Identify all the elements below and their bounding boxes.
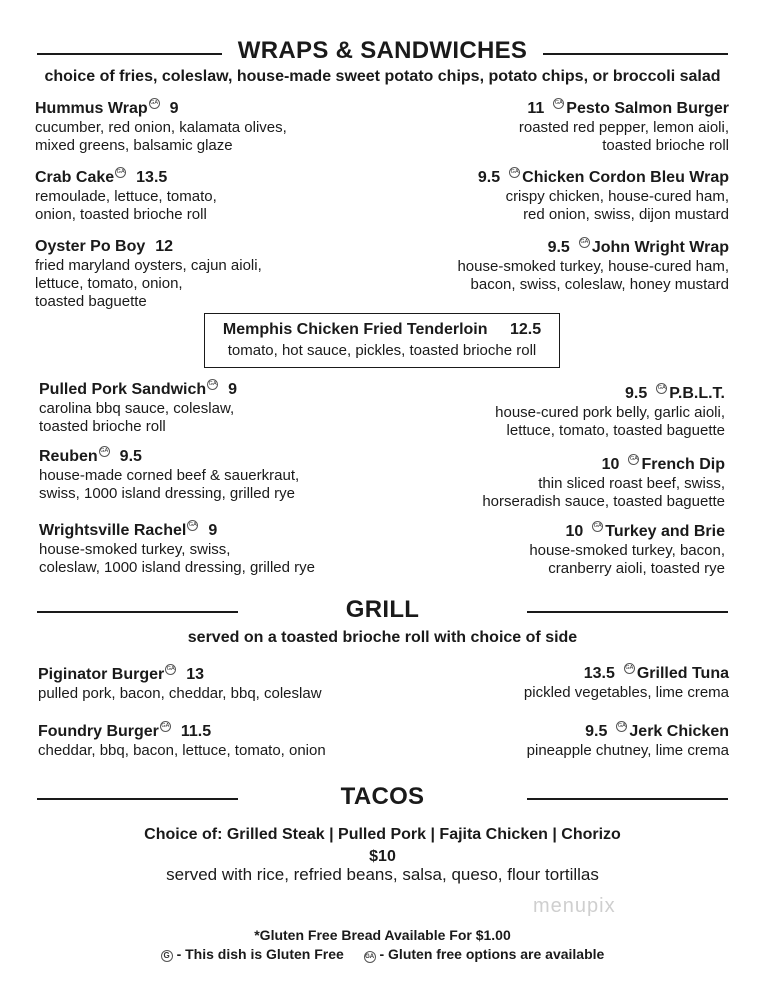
gluten-free-option-icon: GA bbox=[616, 721, 627, 732]
item-price: 9.5 bbox=[477, 169, 501, 186]
item-description: pineapple chutney, lime crema bbox=[526, 742, 729, 759]
gluten-free-option-icon: GA bbox=[99, 446, 110, 457]
item-price: 13.5 bbox=[136, 169, 168, 186]
gluten-free-option-icon: GA bbox=[149, 98, 160, 109]
item-name: Wrightsville Rachel bbox=[39, 522, 187, 539]
gluten-free-option-icon: GA bbox=[656, 383, 667, 394]
item-description: remoulade, lettuce, tomato, bbox=[35, 188, 217, 205]
item-name: Hummus Wrap bbox=[35, 100, 148, 117]
item-price: 11.5 bbox=[180, 723, 212, 740]
menu-item bbox=[38, 664, 368, 703]
item-description: crispy chicken, house-cured ham, bbox=[505, 188, 729, 205]
legend-gluten-option-text: - Gluten free options are available bbox=[379, 946, 605, 962]
item-description: cranberry aioli, toasted rye bbox=[548, 560, 725, 577]
gluten-free-option-icon: GA bbox=[553, 98, 564, 109]
item-price: 9 bbox=[169, 100, 179, 117]
menu-item bbox=[35, 98, 355, 155]
item-name: French Dip bbox=[641, 456, 725, 473]
section-title-tacos: TACOS bbox=[340, 783, 425, 810]
section-title-wraps: WRAPS & SANDWICHES bbox=[237, 37, 528, 64]
item-price: 12 bbox=[155, 238, 174, 255]
grill-subtitle: served on a toasted brioche roll with choice of side bbox=[187, 629, 578, 646]
item-description: swiss, 1000 island dressing, grilled rye bbox=[39, 485, 295, 502]
item-description: house-made corned beef & sauerkraut, bbox=[39, 467, 300, 484]
item-price: 13.5 bbox=[583, 665, 615, 682]
item-name: John Wright Wrap bbox=[591, 239, 729, 256]
item-price: 9.5 bbox=[119, 448, 142, 465]
item-description: lettuce, tomato, toasted baguette bbox=[506, 422, 725, 439]
item-description: coleslaw, 1000 island dressing, grilled rye bbox=[39, 559, 315, 576]
gluten-free-bread-note: *Gluten Free Bread Available For $1.00 bbox=[254, 927, 511, 943]
item-name: Piginator Burger bbox=[38, 666, 165, 683]
item-name: Chicken Cordon Bleu Wrap bbox=[522, 169, 729, 186]
gluten-free-option-icon: GA bbox=[187, 520, 198, 531]
tacos-served: served with rice, refried beans, salsa, queso, flour tortillas bbox=[166, 865, 599, 884]
item-description: carolina bbq sauce, coleslaw, bbox=[39, 400, 235, 417]
item-description: thin sliced roast beef, swiss, bbox=[538, 475, 725, 492]
divider-left bbox=[37, 611, 238, 613]
item-name: P.B.L.T. bbox=[669, 385, 725, 402]
item-description: house-smoked turkey, house-cured ham, bbox=[457, 258, 729, 275]
menu-item bbox=[399, 663, 729, 702]
menu-item bbox=[35, 167, 355, 224]
item-description: red onion, swiss, dijon mustard bbox=[523, 206, 729, 223]
featured-item bbox=[204, 313, 560, 368]
item-price: 10 bbox=[565, 523, 584, 540]
item-price: 11 bbox=[527, 100, 545, 117]
section-title-grill: GRILL bbox=[345, 596, 420, 623]
item-description: horseradish sauce, toasted baguette bbox=[482, 493, 725, 510]
divider-right bbox=[543, 53, 728, 55]
item-price: 10 bbox=[601, 456, 620, 473]
divider-right bbox=[527, 611, 728, 613]
item-name: Oyster Po Boy bbox=[35, 238, 146, 255]
gluten-free-option-icon: GA bbox=[509, 167, 520, 178]
item-description: cucumber, red onion, kalamata olives, bbox=[35, 119, 287, 136]
item-description: house-smoked turkey, bacon, bbox=[529, 542, 725, 559]
gluten-free-option-icon: GA bbox=[207, 379, 218, 390]
item-name: Memphis Chicken Fried Tenderloin bbox=[222, 321, 488, 338]
legend bbox=[0, 946, 765, 963]
item-description: toasted brioche roll bbox=[39, 418, 166, 435]
gluten-free-option-icon: GA bbox=[165, 664, 176, 675]
item-description: pulled pork, bacon, cheddar, bbq, coleslaw bbox=[38, 685, 322, 702]
item-description: roasted red pepper, lemon aioli, bbox=[518, 119, 729, 136]
item-description: toasted baguette bbox=[35, 293, 147, 310]
gluten-free-option-icon: GA bbox=[364, 951, 376, 963]
menu-item bbox=[38, 721, 368, 760]
item-price: 9.5 bbox=[547, 239, 570, 256]
item-description: mixed greens, balsamic glaze bbox=[35, 137, 233, 154]
legend-gluten-free-text: - This dish is Gluten Free bbox=[176, 946, 344, 962]
menu-item bbox=[35, 237, 355, 311]
item-price: 9 bbox=[208, 522, 218, 539]
menu-item bbox=[395, 383, 725, 440]
item-name: Turkey and Brie bbox=[605, 523, 725, 540]
divider-right bbox=[527, 798, 728, 800]
divider-left bbox=[37, 53, 222, 55]
item-description: fried maryland oysters, cajun aioli, bbox=[35, 257, 262, 274]
item-description: pickled vegetables, lime crema bbox=[523, 684, 729, 701]
menu-item bbox=[399, 721, 729, 760]
gluten-free-icon: G bbox=[161, 950, 173, 962]
item-description: house-cured pork belly, garlic aioli, bbox=[495, 404, 725, 421]
menu-item bbox=[395, 454, 725, 511]
menu-item bbox=[389, 167, 729, 224]
gluten-free-option-icon: GA bbox=[115, 167, 126, 178]
item-description: bacon, swiss, coleslaw, honey mustard bbox=[470, 276, 729, 293]
menu-item bbox=[39, 446, 369, 503]
wraps-subtitle: choice of fries, coleslaw, house-made sweet potato chips, potato chips, or broccoli salad bbox=[44, 68, 721, 85]
item-price: 12.5 bbox=[509, 321, 542, 338]
menu-item bbox=[39, 520, 369, 577]
item-name: Pulled Pork Sandwich bbox=[39, 381, 207, 398]
tacos-price: $10 bbox=[369, 848, 396, 865]
item-description: lettuce, tomato, onion, bbox=[35, 275, 183, 292]
gluten-free-option-icon: GA bbox=[624, 663, 635, 674]
tacos-choice: Choice of: Grilled Steak | Pulled Pork | Fajita Chicken | Chorizo bbox=[144, 826, 621, 843]
item-description: house-smoked turkey, swiss, bbox=[39, 541, 231, 558]
menu-item bbox=[39, 379, 369, 436]
menu-item bbox=[389, 98, 729, 155]
item-price: 9.5 bbox=[625, 385, 648, 402]
gluten-free-option-icon: GA bbox=[160, 721, 171, 732]
gluten-free-option-icon: GA bbox=[592, 521, 603, 532]
item-description: cheddar, bbq, bacon, lettuce, tomato, onion bbox=[38, 742, 326, 759]
item-name: Grilled Tuna bbox=[636, 665, 729, 682]
item-price: 9.5 bbox=[585, 723, 608, 740]
divider-left bbox=[37, 798, 238, 800]
item-description: onion, toasted brioche roll bbox=[35, 206, 207, 223]
gluten-free-option-icon: GA bbox=[579, 237, 590, 248]
menu-item bbox=[395, 521, 725, 578]
item-name: Foundry Burger bbox=[38, 723, 159, 740]
gluten-free-option-icon: GA bbox=[628, 454, 639, 465]
item-price: 9 bbox=[228, 381, 238, 398]
item-name: Reuben bbox=[39, 448, 98, 465]
menu-item bbox=[389, 237, 729, 294]
item-price: 13 bbox=[186, 666, 205, 683]
item-name: Crab Cake bbox=[35, 169, 115, 186]
watermark: menupix bbox=[533, 895, 616, 917]
item-description: tomato, hot sauce, pickles, toasted brioche roll bbox=[227, 342, 537, 359]
item-name: Jerk Chicken bbox=[629, 723, 729, 740]
item-name: Pesto Salmon Burger bbox=[566, 100, 729, 117]
item-description: toasted brioche roll bbox=[602, 137, 729, 154]
